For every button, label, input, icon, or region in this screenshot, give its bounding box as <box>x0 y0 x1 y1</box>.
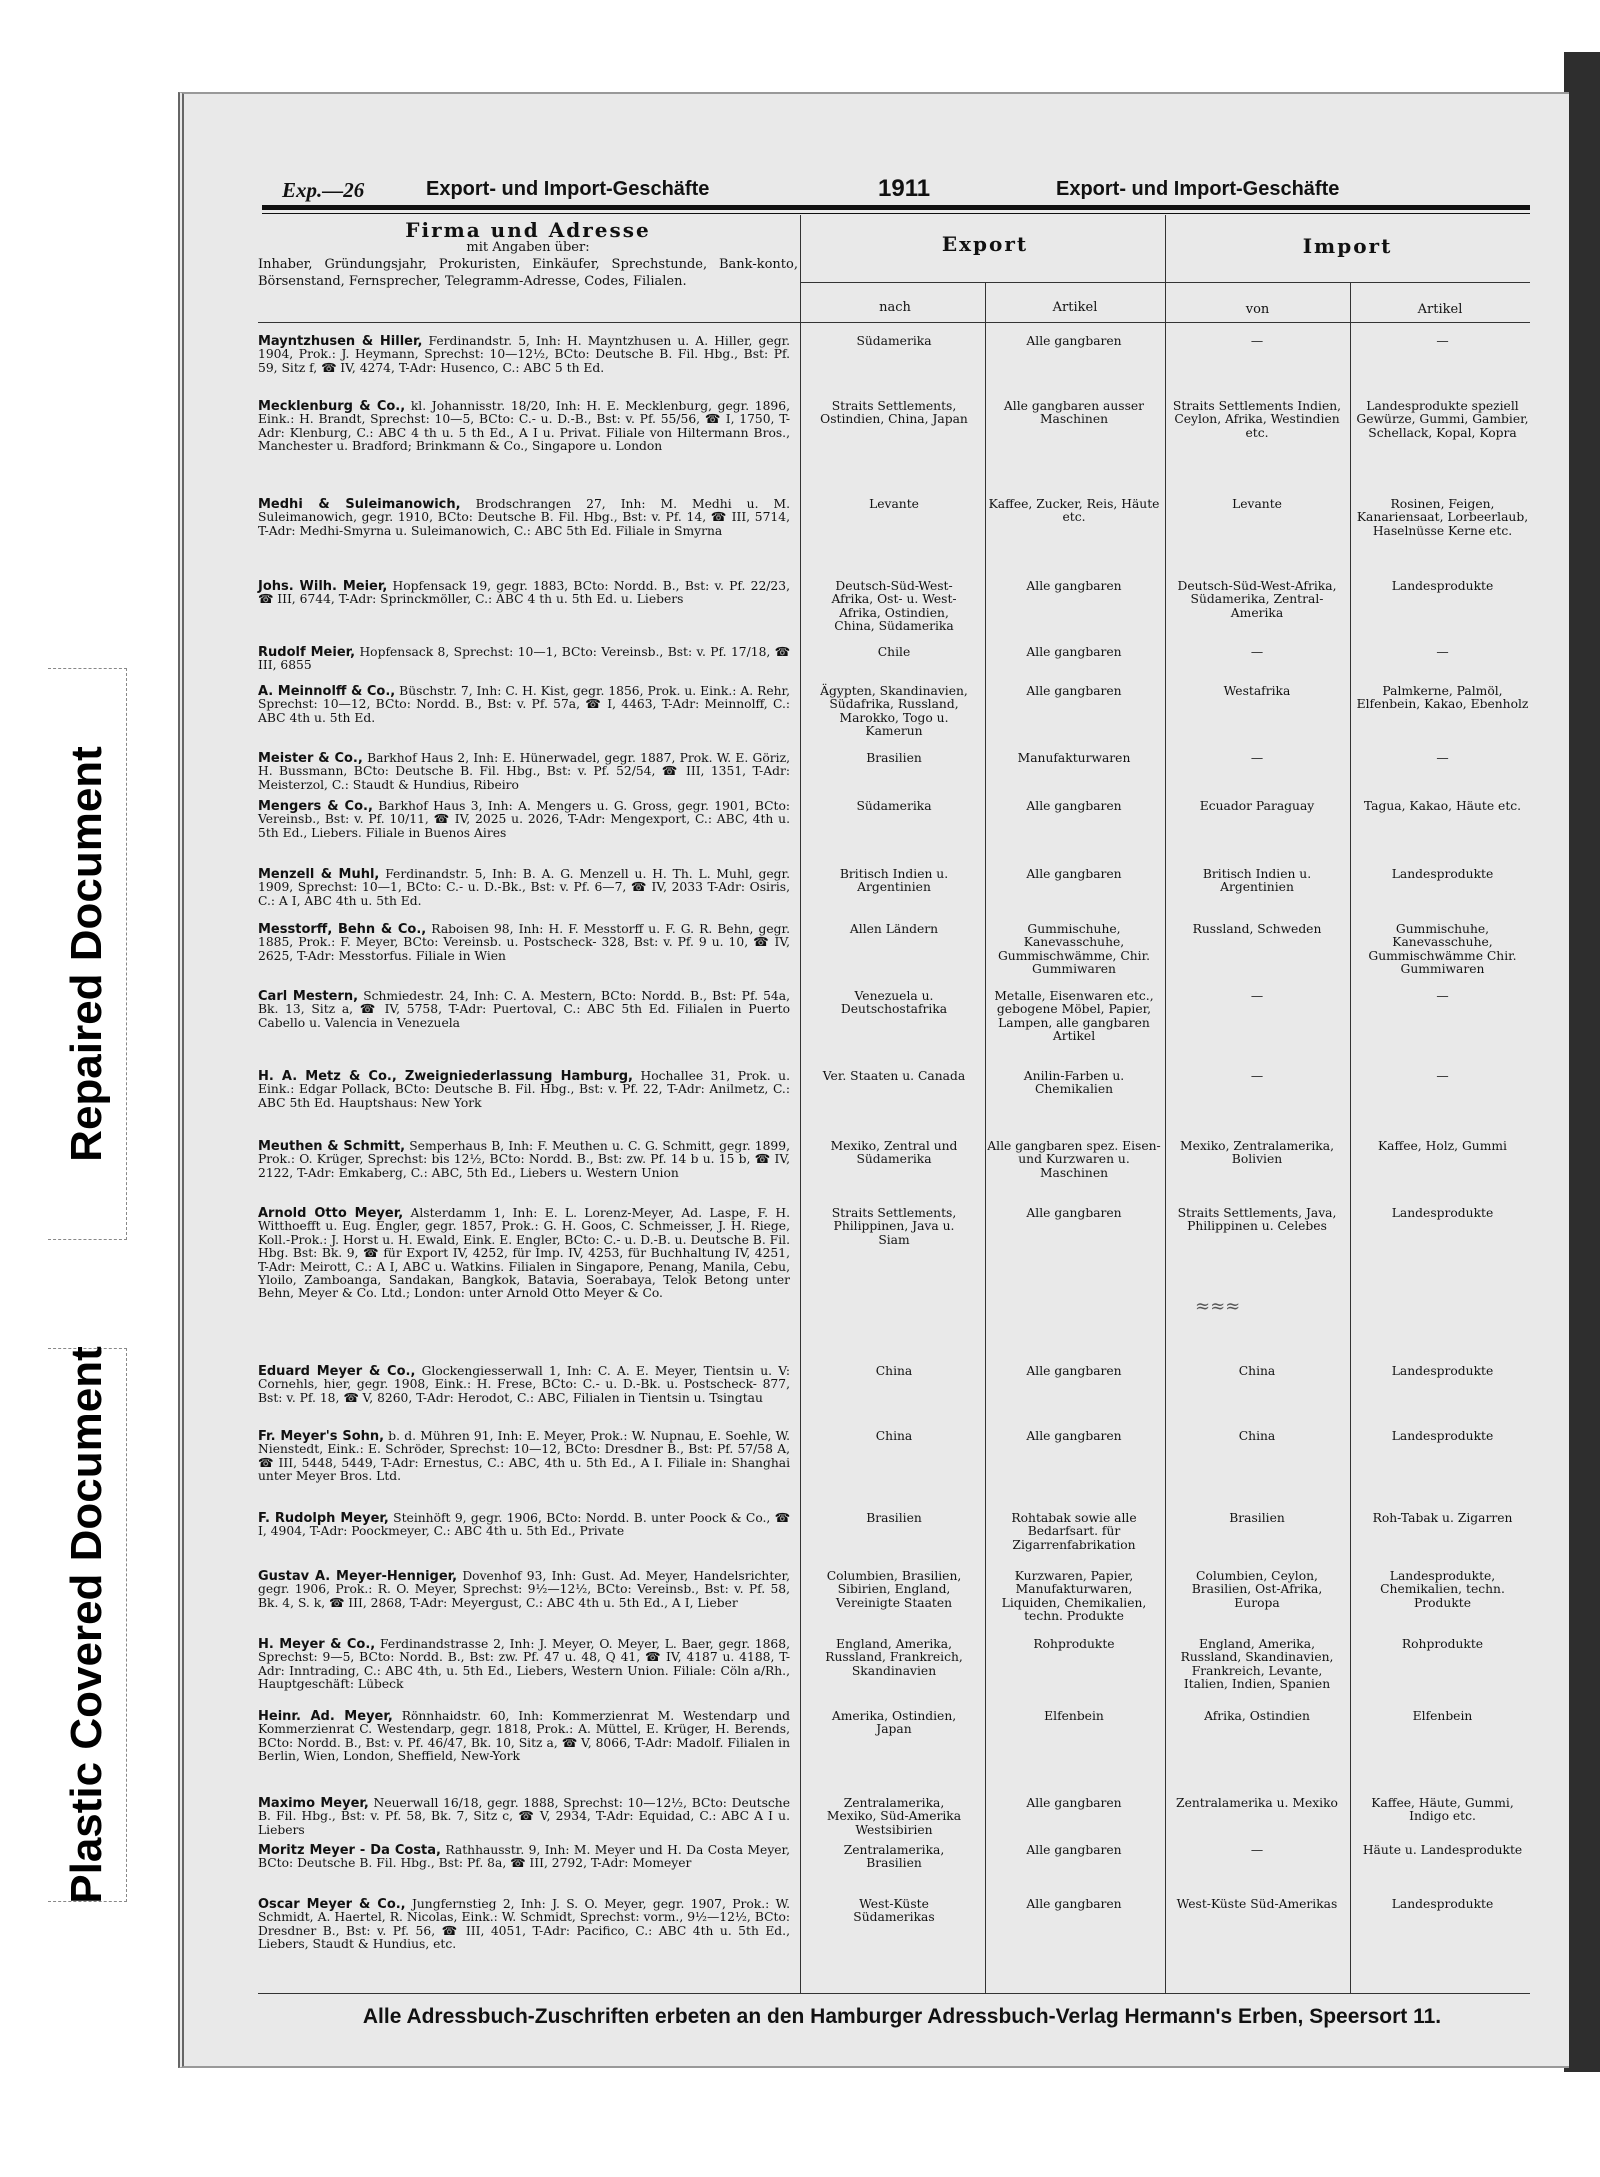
firm-name: H. A. Metz & Co., Zweigniederlassung Hamburg, <box>258 1069 633 1084</box>
export-articles: Alle gangbaren <box>1026 867 1122 881</box>
firma-header <box>258 218 798 290</box>
entry-firm <box>258 1070 790 1110</box>
export-destination: England, Amerika, Russland, Frankreich, Skandinavien <box>825 1637 963 1678</box>
import-articles: Gummischuhe, Kanevasschuhe, Gummischwämme Chir. Gummiwaren <box>1368 922 1517 977</box>
export-destination: Chile <box>877 645 911 659</box>
firm-name: Johs. Wilh. Meier, <box>258 579 388 594</box>
export-articles: Alle gangbaren <box>1026 684 1122 698</box>
firm-details: Rönnhaidstr. 60, Inh: Kommerzienrat M. Westendarp und Kommerzienrat C. Westendarp, gegr. 1818, Prok.: A. Müttel, E. Krüger, H. Berends, BCto: Nordd. B., Bst: v. Pf. 46/47, Bk. 10, Sitz a, ☎ V, 8066, T-Adr: Madolf. Filialen in Berlin, Wien, London, Sheffield, New-York <box>258 1709 790 1764</box>
export-articles: Alle gangbaren <box>1026 334 1122 348</box>
firm-details: Barkhof Haus 2, Inh: E. Hünerwadel, gegr. 1887, Prok. W. E. Göriz, H. Bussmann, BCto: Deutsche B. Fil. Hbg., Bst: v. Pf. 52/54, ☎ III, 1351, T-Adr: Meisterzol, C.: Staudt & Hundius, Ribeiro <box>258 751 790 792</box>
import-origin: Straits Settlements Indien, Ceylon, Afrika, Westindien etc. <box>1172 399 1342 440</box>
import-articles: Landesprodukte, Chemikalien, techn. Produkte <box>1380 1569 1505 1610</box>
import-articles: Tagua, Kakao, Häute etc. <box>1363 799 1522 813</box>
export-destination: Mexiko, Zentral und Südamerika <box>830 1139 958 1167</box>
firm-name: Eduard Meyer & Co., <box>258 1364 416 1379</box>
import-origin: Ecuador Paraguay <box>1199 799 1315 813</box>
export-articles: Alle gangbaren <box>1026 645 1122 659</box>
entry-firm <box>258 800 790 840</box>
firm-name: Maximo Meyer, <box>258 1796 369 1811</box>
firm-name: Rudolf Meier, <box>258 645 356 660</box>
firm-name: Moritz Meyer - Da Costa, <box>258 1843 441 1858</box>
firm-name: H. Meyer & Co., <box>258 1637 376 1652</box>
firm-details: Büschstr. 7, Inh: C. H. Kist, gegr. 1856, Prok. u. Eink.: A. Rehr, Sprechst: 10—12, BCto: Nordd. B., Bst: v. Pf. 57a, ☎ I, 4463, T-Adr: Meinnolff, C.: ABC 4th u. 5th Ed. <box>258 684 790 725</box>
table-head-rule <box>258 322 1530 323</box>
export-articles: Anilin-Farben u. Chemikalien <box>1023 1069 1125 1097</box>
export-destination: Ägypten, Skandinavien, Südafrika, Russland, Marokko, Togo u. Kamerun <box>820 684 968 739</box>
entry-firm <box>258 923 790 963</box>
export-destination: Südamerika <box>856 799 932 813</box>
export-articles: Alle gangbaren <box>1026 1206 1122 1220</box>
year: 1911 <box>878 175 931 202</box>
col-rule-3 <box>1165 215 1166 1993</box>
entry-firm <box>258 1898 790 1952</box>
entry-firm <box>258 1365 790 1405</box>
firm-details: b. d. Mühren 91, Inh: E. Meyer, Prok.: W. Nupnau, E. Soehle, W. Nienstedt, Eink.: E. Schröder, Sprechst: 10—12, BCto: Dresdner B., Bst: Pf. 57/58 A, ☎ III, 5448, 5449, T-Adr: Ernestus, C.: ABC, 4th u. 5th Ed., A I. Filiale in: Shanghai unter Meyer Bros. Ltd. <box>258 1429 790 1484</box>
export-articles: Alle gangbaren spez. Eisen- und Kurzwaren u. Maschinen <box>987 1139 1161 1180</box>
firm-name: Carl Mestern, <box>258 989 359 1004</box>
export-articles: Alle gangbaren <box>1026 579 1122 593</box>
export-destination: Levante <box>869 497 919 511</box>
export-articles: Alle gangbaren <box>1026 799 1122 813</box>
entry-firm <box>258 685 790 725</box>
entry-firm <box>258 752 790 792</box>
export-destination: China <box>875 1429 913 1443</box>
export-articles: Alle gangbaren <box>1026 1897 1122 1911</box>
import-articles: Landesprodukte speziell Gewürze, Gummi, Gambier, Schellack, Kopal, Kopra <box>1356 399 1529 440</box>
export-destination: Zentralamerika, Brasilien <box>843 1843 945 1871</box>
subhead-rule <box>800 282 1530 283</box>
repaired-label: Repaired Document <box>62 746 112 1162</box>
entry-firm <box>258 646 790 673</box>
firm-name: Fr. Meyer's Sohn, <box>258 1429 385 1444</box>
firm-name: A. Meinnolff & Co., <box>258 684 396 699</box>
import-origin: Mexiko, Zentralamerika, Bolivien <box>1179 1139 1334 1167</box>
export-articles: Rohprodukte <box>1033 1637 1115 1651</box>
import-articles: — <box>1436 751 1449 765</box>
firm-name: Mengers & Co., <box>258 799 373 814</box>
export-destination: Deutsch-Süd-West-Afrika, Ost- u. West-Afrika, Ostindien, China, Südamerika <box>831 579 957 634</box>
export-articles: Metalle, Eisenwaren etc., gebogene Möbel, Papier, Lampen, alle gangbaren Artikel <box>994 989 1154 1044</box>
import-articles: Landesprodukte <box>1391 1364 1494 1378</box>
import-origin: — <box>1250 645 1264 659</box>
export-destination: Columbien, Brasilien, Sibirien, England, Vereinigte Staaten <box>826 1569 962 1610</box>
import-origin: West-Küste Süd-Amerikas <box>1176 1897 1338 1911</box>
firm-details: Steinhöft 9, gegr. 1906, BCto: Nordd. B. unter Poock & Co., ☎ I, 4904, T-Adr: Poockmeyer, C.: ABC 4th u. 5th Ed., Private <box>258 1511 790 1539</box>
import-origin: Columbien, Ceylon, Brasilien, Ost-Afrika, Europa <box>1191 1569 1323 1610</box>
import-origin: England, Amerika, Russland, Skandinavien, Frankreich, Levante, Italien, Indien, Spanien <box>1180 1637 1334 1692</box>
export-header: Export <box>941 232 1029 256</box>
import-origin: Brasilien <box>1229 1511 1285 1525</box>
page-number: Exp.—26 <box>282 178 365 202</box>
firm-name: Messtorff, Behn & Co., <box>258 922 427 937</box>
import-origin: — <box>1250 989 1264 1003</box>
export-destination: Amerika, Ostindien, Japan <box>831 1709 957 1737</box>
import-articles: Landesprodukte <box>1391 867 1494 881</box>
import-articles: Landesprodukte <box>1391 1429 1494 1443</box>
export-destination: Straits Settlements, Ostindien, China, Japan <box>820 399 968 427</box>
firm-name: Meister & Co., <box>258 751 363 766</box>
firm-name: Meuthen & Schmitt, <box>258 1139 406 1154</box>
export-destination: West-Küste Südamerikas <box>853 1897 935 1925</box>
firm-details: Dovenhof 93, Inh: Gust. Ad. Meyer, Handelsrichter, gegr. 1906, Prok.: R. O. Meyer, Sprechst: 9½—12½, BCto: Vereinsb., Bst: v. Pf. 58, Bk. 4, S. k, ☎ III, 2868, T-Adr: Meyergust, C.: ABC 4th u. 5th Ed., A I, Lieber <box>258 1569 790 1610</box>
import-articles: Kaffee, Häute, Gummi, Indigo etc. <box>1371 1796 1514 1824</box>
entry-firm <box>258 335 790 375</box>
export-articles: Kaffee, Zucker, Reis, Häute etc. <box>988 497 1160 525</box>
firm-details: kl. Johannisstr. 18/20, Inh: H. E. Mecklenburg, gegr. 1896, Eink.: H. Brandt, Sprechst: 10—5, BCto: C.- u. D.-B., Bst: v. Pf. 55/56, ☎ I, 1750, T-Adr: Klenburg, C.: ABC 4 th u. 5 th Ed., A I u. Privat. Filiale von Hiltermann Bros., Manchester u. Bradford; Brinkmann & Co., Singapore u. London <box>258 399 790 454</box>
firm-details: Raboisen 98, Inh: H. F. Messtorff u. F. G. R. Behn, gegr. 1885, Prok.: F. Meyer, BCto: Vereinsb. u. Postscheck- 328, Bst: v. Pf. 9 u. 10, ☎ IV, 2625, T-Adr: Messtorfus. Filiale in Wien <box>258 922 790 963</box>
entry-firm <box>258 990 790 1030</box>
right-title: Export- und Import-Geschäfte <box>1056 178 1340 200</box>
firm-details: Schmiedestr. 24, Inh: C. A. Mestern, BCto: Nordd. B., Bst: Pf. 54a, Bk. 13, Sitz a, ☎ IV, 5758, T-Adr: Puertoval, C.: ABC 5th Ed. Filialen in Puerto Cabello u. Valencia in Venezuela <box>258 989 790 1030</box>
import-articles: Landesprodukte <box>1391 1897 1494 1911</box>
firm-details: Hochallee 31, Prok. u. Eink.: Edgar Pollack, BCto: Deutsche B. Fil. Hbg., Bst: v. Pf. 22, T-Adr: Anilmetz, C.: ABC 5th Ed. Hauptshaus: New York <box>258 1069 790 1110</box>
entry-firm <box>258 1570 790 1610</box>
firm-name: Gustav A. Meyer-Henniger, <box>258 1569 458 1584</box>
import-articles: Kaffee, Holz, Gummi <box>1378 1139 1507 1153</box>
firm-details: Ferdinandstr. 5, Inh: B. A. G. Menzell u. H. Th. L. Muhl, gegr. 1909, Sprechst: 10—1, BCto: C.- u. D.-Bk., Bst: v. Pf. 6—7, ☎ IV, 2033 T-Adr: Osiris, C.: A I, ABC 4th u. 5th Ed. <box>258 867 790 908</box>
import-origin: Straits Settlements, Java, Philippinen u. Celebes <box>1177 1206 1337 1234</box>
import-articles: Roh-Tabak u. Zigarren <box>1372 1511 1513 1525</box>
export-articles: Alle gangbaren <box>1026 1364 1122 1378</box>
left-title: Export- und Import-Geschäfte <box>426 178 710 200</box>
export-articles: Manufakturwaren <box>1017 751 1131 765</box>
import-artikel-header: Artikel <box>1417 302 1463 317</box>
import-origin: Levante <box>1232 497 1282 511</box>
export-destination: Brasilien <box>866 751 922 765</box>
firm-details: Rathhausstr. 9, Inh: M. Meyer und H. Da Costa Meyer, BCto: Deutsche B. Fil. Hbg., Bst: Pf. 8a, ☎ III, 2792, T-Adr: Momeyer <box>258 1843 790 1871</box>
scanner-edge <box>1564 52 1600 2072</box>
import-origin: — <box>1250 334 1264 348</box>
nach-header: nach <box>879 300 911 315</box>
import-origin: Zentralamerika u. Mexiko <box>1176 1796 1338 1810</box>
firm-details: Semperhaus B, Inh: F. Meuthen u. C. G. Schmitt, gegr. 1899, Prok.: O. Krüger, Sprechst: bis 12½, BCto: Nordd. B., Bst: zw. Pf. 14 b u. 15 b, ☎ IV, 2122, T-Adr: Emkaberg, C.: ABC, 5th Ed., Liebers u. Western Union <box>258 1139 790 1180</box>
entry-firm <box>258 1512 790 1539</box>
firma-sub2: Inhaber, Gründungsjahr, Prokuristen, Einkäufer, Sprechstunde, Bank-konto, Börsenstand, Fernsprecher, Telegramm-Adresse, Codes, Filialen. <box>258 257 798 289</box>
firm-name: Mecklenburg & Co., <box>258 399 406 414</box>
import-origin: Britisch Indien u. Argentinien <box>1202 867 1312 895</box>
page-header <box>100 174 1530 204</box>
import-articles: Landesprodukte <box>1391 579 1494 593</box>
import-origin: — <box>1250 751 1264 765</box>
firm-name: Medhi & Suleimanowich, <box>258 497 461 512</box>
firm-details: Ferdinandstrasse 2, Inh: J. Meyer, O. Meyer, L. Baer, gegr. 1868, Sprechst: 9—5, BCto: Nordd. B., Bst: zw. Pf. 47 u. 48, Q 41, ☎ IV, 4187 u. 4188, T-Adr: Inntrading, C.: ABC 4th, u. 5th Ed., Liebers, Western Union. Filiale: Cöln a/Rh., Hauptgeschäft: Lübeck <box>258 1637 790 1692</box>
import-articles: — <box>1436 334 1449 348</box>
import-articles: Rohprodukte <box>1401 1637 1484 1651</box>
firm-details: Glockengiesserwall 1, Inh: C. A. E. Meyer, Tientsin u. V: Cornehls, hier, gegr. 1908, Eink.: H. Frese, BCto: C.- u. D.-Bk. u. Postscheck- 877, Bst: v. Pf. 18, ☎ V, 8260, T-Adr: Herodot, C.: ABC, Filialen in Tientsin u. Tsingtau <box>258 1364 790 1405</box>
import-origin: — <box>1250 1843 1264 1857</box>
entry-firm <box>258 1140 790 1180</box>
entry-firm <box>258 868 790 908</box>
header-rule-thin <box>262 213 1530 214</box>
firm-name: Arnold Otto Meyer, <box>258 1206 404 1221</box>
entry-firm <box>258 498 790 538</box>
import-header: Import <box>1302 234 1393 258</box>
export-destination: Ver. Staaten u. Canada <box>822 1069 966 1083</box>
entry-firm <box>258 1207 790 1301</box>
firm-details: Hopfensack 19, gegr. 1883, BCto: Nordd. B., Bst: v. Pf. 22/23, ☎ III, 6744, T-Adr: Sprinckmöller, C.: ABC 4 th u. 5th Ed. u. Liebers <box>258 579 790 607</box>
import-origin: Deutsch-Süd-West-Afrika, Südamerika, Zentral-Amerika <box>1177 579 1337 620</box>
export-articles: Alle gangbaren <box>1026 1843 1122 1857</box>
firm-details: Hopfensack 8, Sprechst: 10—1, BCto: Vereinsb., Bst: v. Pf. 17/18, ☎ III, 6855 <box>258 645 790 673</box>
repaired-document-tab <box>48 668 127 1240</box>
export-artikel-header: Artikel <box>1052 300 1098 315</box>
export-destination: Südamerika <box>856 334 932 348</box>
von-header: von <box>1245 302 1270 317</box>
firm-name: Oscar Meyer & Co., <box>258 1897 406 1912</box>
export-articles: Alle gangbaren <box>1026 1796 1122 1810</box>
entry-firm <box>258 1638 790 1692</box>
ink-smudge: ≈≈≈ <box>1195 1296 1241 1317</box>
export-destination: China <box>875 1364 913 1378</box>
entry-firm <box>258 400 790 454</box>
entry-firm <box>258 1797 790 1837</box>
import-articles: — <box>1436 645 1449 659</box>
header-rule <box>262 205 1530 210</box>
plastic-label: Plastic Covered Document <box>62 1346 111 1904</box>
firma-title: Firma und Adresse <box>405 218 651 242</box>
export-articles: Kurzwaren, Papier, Manufakturwaren, Liquiden, Chemikalien, techn. Produkte <box>1001 1569 1147 1624</box>
entry-firm <box>258 1430 790 1484</box>
export-destination: Britisch Indien u. Argentinien <box>839 867 949 895</box>
export-destination: Venezuela u. Deutschostafrika <box>840 989 948 1017</box>
import-articles: — <box>1436 989 1449 1003</box>
table-bottom-rule <box>258 1993 1530 1994</box>
import-articles: Palmkerne, Palmöl, Elfenbein, Kakao, Ebenholz <box>1356 684 1529 712</box>
col-rule-2 <box>985 282 986 1993</box>
import-articles: Elfenbein <box>1412 1709 1473 1723</box>
export-articles: Gummischuhe, Kanevasschuhe, Gummischwämme, Chir. Gummiwaren <box>997 922 1151 977</box>
plastic-covered-tab <box>48 1348 127 1902</box>
export-articles: Elfenbein <box>1044 1709 1104 1723</box>
export-destination: Straits Settlements, Philippinen, Java u. Siam <box>831 1206 957 1247</box>
import-origin: — <box>1250 1069 1264 1083</box>
import-origin: China <box>1238 1429 1276 1443</box>
import-articles: — <box>1436 1069 1449 1083</box>
firma-sub1: mit Angaben über: <box>466 240 590 255</box>
import-origin: Afrika, Ostindien <box>1204 1709 1310 1723</box>
firm-details: Neuerwall 16/18, gegr. 1888, Sprechst: 10—12½, BCto: Deutsche B. Fil. Hbg., Bst: v. Pf. 58, Bk. 7, Sitz c, ☎ V, 2934, T-Adr: Equidad, C.: ABC A I u. Liebers <box>258 1796 790 1837</box>
export-destination: Allen Ländern <box>849 922 939 936</box>
col-rule-1 <box>800 215 801 1993</box>
col-rule-4 <box>1350 282 1351 1993</box>
firm-details: Ferdinandstr. 5, Inh: H. Mayntzhusen u. A. Hiller, gegr. 1904, Prok.: J. Heymann, Sprechst: 10—12½, BCto: Deutsche B. Fil. Hbg., Bst: Pf. 59, Sitz f, ☎ IV, 4274, T-Adr: Husenco, C.: ABC 5 th Ed. <box>258 334 791 375</box>
export-destination: Brasilien <box>866 1511 922 1525</box>
entry-firm <box>258 1710 790 1764</box>
import-articles: Landesprodukte <box>1391 1206 1494 1220</box>
export-articles: Rohtabak sowie alle Bedarfsart. für Zigarrenfabrikation <box>1011 1511 1137 1552</box>
publisher-footer: Alle Adressbuch-Zuschriften erbeten an den Hamburger Adressbuch-Verlag Hermann's Erben, Speersort 11. <box>362 2005 1442 2028</box>
firm-name: Menzell & Muhl, <box>258 867 380 882</box>
firm-name: Mayntzhusen & Hiller, <box>258 334 423 349</box>
import-origin: Russland, Schweden <box>1192 922 1322 936</box>
export-articles: Alle gangbaren ausser Maschinen <box>1003 399 1145 427</box>
firm-details: Barkhof Haus 3, Inh: A. Mengers u. G. Gross, gegr. 1901, BCto: Vereinsb., Bst: v. Pf. 10/11, ☎ IV, 2025 u. 2026, T-Adr: Mengexport, C.: ABC, 4th u. 5th Ed., Liebers. Filiale in Buenos Aires <box>258 799 790 840</box>
import-origin: China <box>1238 1364 1276 1378</box>
export-articles: Alle gangbaren <box>1026 1429 1122 1443</box>
export-destination: Zentralamerika, Mexiko, Süd-Amerika Westsibirien <box>826 1796 962 1837</box>
firm-details: Brodschrangen 27, Inh: M. Medhi u. M. Suleimanowich, gegr. 1910, BCto: Deutsche B. Fil. Hbg., Bst: v. Pf. 14, ☎ III, 5714, T-Adr: Medhi-Smyrna u. Suleimanowich, C.: ABC 5th Ed. Filiale in Smyrna <box>258 497 791 538</box>
entry-firm <box>258 1844 790 1871</box>
firm-details: Jungfernstieg 2, Inh: J. S. O. Meyer, gegr. 1907, Prok.: W. Schmidt, A. Haertel, R. Nicolas, Eink.: W. Schmidt, Sprechst: vorm., 9½—12½, BCto: Dresdner B., Bst: v. Pf. 56, ☎ III, 4051, T-Adr: Pacifico, C.: ABC 4th u. 5th Ed., Liebers, Staudt & Hundius, etc. <box>258 1897 790 1952</box>
firm-name: F. Rudolph Meyer, <box>258 1511 389 1526</box>
entry-firm <box>258 580 790 607</box>
import-articles: Rosinen, Feigen, Kanariensaat, Lorbeerlaub, Haselnüsse Kerne etc. <box>1356 497 1529 538</box>
import-origin: Westafrika <box>1223 684 1291 698</box>
firm-name: Heinr. Ad. Meyer, <box>258 1709 393 1724</box>
import-articles: Häute u. Landesprodukte <box>1362 1843 1523 1857</box>
firm-details: Alsterdamm 1, Inh: E. L. Lorenz-Meyer, Ad. Laspe, F. H. Witthoefft u. Eug. Engler, gegr. 1857, Prok.: G. H. Goos, C. Schmeisser, J. H. Riege, Koll.-Prok.: J. Horst u. H. Ewald, Eink. E. Engler, BCto: C.- u. D.-B. u. Deutsche B. Fil. Hbg. Bst: Bk. 9, ☎ für Export IV, 4252, für Imp. IV, 4253, für Buchhaltung IV, 4251, T-Adr: Meirott, C.: A I, ABC u. Watkins. Filialen in Singapore, Penang, Manila, Cebu, Yloilo, Zamboanga, Sandakan, Bangkok, Batavia, Soerabaya, Telok Betong unter Behn, Meyer & Co. Ltd.; London: unter Arnold Otto Meyer & Co. <box>258 1206 790 1301</box>
